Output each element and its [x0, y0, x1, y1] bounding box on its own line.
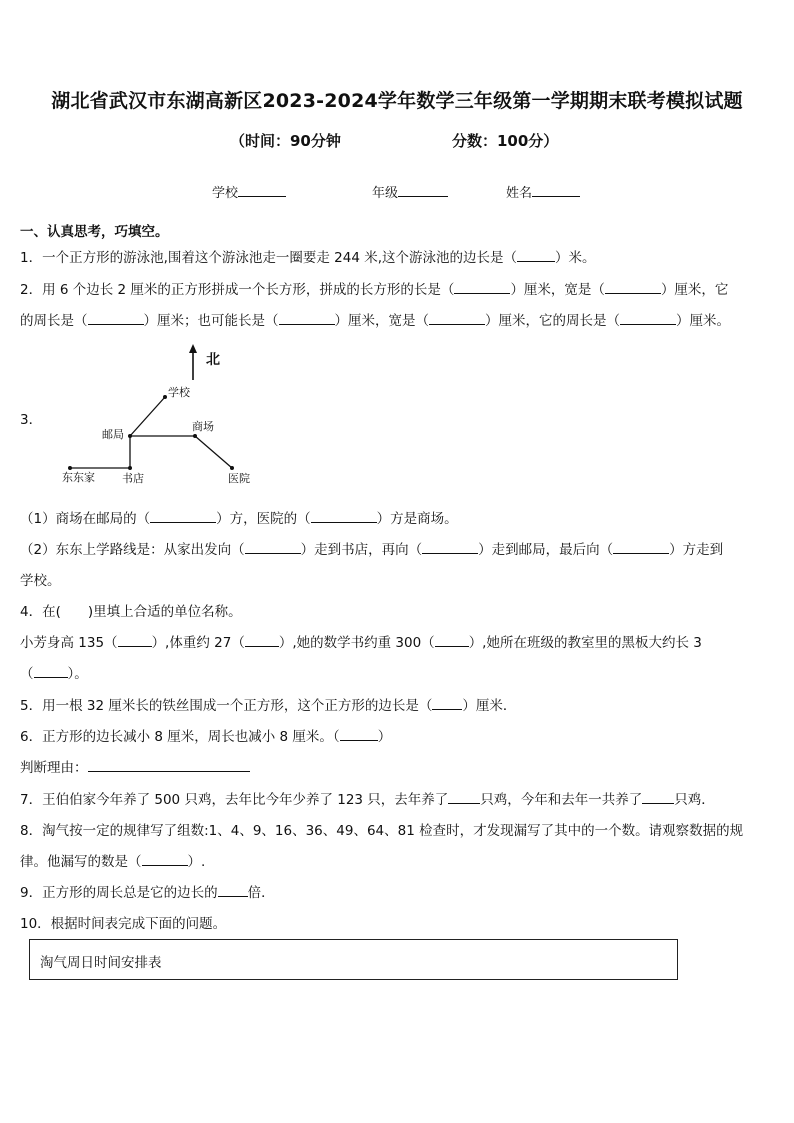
q9-text-end: 倍．	[247, 885, 275, 901]
question-5	[20, 697, 516, 715]
section-heading: 一、认真思考，巧填空。	[20, 224, 169, 240]
q5-text: 5．用一根 32 厘米长的铁丝围成一个正方形，这个正方形的边长是（	[20, 698, 433, 714]
q3-blank-5[interactable]	[613, 541, 669, 554]
route-lines	[70, 436, 232, 468]
question-10-title: 10．根据时间表完成下面的问题。	[20, 916, 227, 932]
q4-text: 小芳身高 135（	[20, 635, 118, 651]
school-field	[212, 182, 286, 201]
post-office-point	[128, 434, 132, 438]
name-blank[interactable]	[532, 184, 580, 197]
school-blank[interactable]	[238, 184, 286, 197]
q7-text-end: 只鸡．	[674, 792, 715, 808]
school-label: 学校	[212, 186, 239, 201]
north-label: 北	[206, 352, 220, 368]
q5-text-end: ）厘米．	[462, 698, 517, 714]
question-9	[20, 884, 275, 902]
question-1	[20, 249, 596, 267]
question-8-line-2	[20, 853, 205, 871]
q3-text: ）走到书店，再向（	[300, 542, 423, 558]
map-label-home: 东东家	[62, 471, 95, 484]
q2-blank-1[interactable]	[454, 281, 510, 294]
q2-blank-5[interactable]	[429, 312, 485, 325]
q8-text: 律。他漏写的数是（	[20, 854, 142, 870]
q9-text: 9．正方形的周长总是它的边长的	[20, 885, 218, 901]
q6-blank[interactable]	[340, 728, 378, 741]
q4-text: ）。	[67, 666, 88, 682]
reason-blank[interactable]	[88, 759, 250, 772]
hospital-point	[230, 466, 234, 470]
question-3-part-1	[20, 510, 458, 528]
exam-title: 湖北省武汉市东湖高新区2023-2024学年数学三年级第一学期期末联考模拟试题	[51, 90, 743, 112]
schedule-table-title: 淘气周日时间安排表	[40, 955, 162, 971]
q4-blank-2[interactable]	[245, 634, 279, 647]
mall-point	[193, 434, 197, 438]
schedule-table	[29, 939, 678, 980]
q4-text: （	[20, 666, 34, 682]
q2-blank-4[interactable]	[279, 312, 335, 325]
question-4-title: 4．在( )里填上合适的单位名称。	[20, 604, 242, 620]
time-limit: （时间：90分钟	[230, 132, 341, 150]
question-3-part-2-cont: 学校。	[20, 573, 61, 589]
q3-blank-1[interactable]	[150, 510, 216, 523]
bookstore-point	[128, 466, 132, 470]
q7-text: 只鸡，今年和去年一共养了	[480, 792, 643, 808]
q3-text: ）方是商场。	[376, 511, 458, 527]
q2-blank-6[interactable]	[620, 312, 676, 325]
q5-blank[interactable]	[432, 697, 462, 710]
q4-blank-4[interactable]	[34, 665, 68, 678]
q7-blank-1[interactable]	[448, 791, 480, 804]
direction-map	[0, 340, 300, 500]
q8-blank[interactable]	[142, 853, 188, 866]
question-3-part-2	[20, 541, 723, 559]
q3-text: ）走到邮局，最后向（	[478, 542, 614, 558]
question-4-line-2	[20, 665, 88, 683]
q3-blank-4[interactable]	[422, 541, 478, 554]
q3-blank-3[interactable]	[245, 541, 301, 554]
q8-text-end: ）.	[187, 854, 206, 870]
q4-blank-3[interactable]	[435, 634, 469, 647]
q7-blank-2[interactable]	[642, 791, 674, 804]
map-label-mall: 商场	[192, 420, 214, 433]
q2-text: 的周长是（	[20, 313, 88, 329]
q2-text: ）厘米，它的周长是（	[485, 313, 620, 329]
q3-number: 3．	[20, 412, 43, 428]
q1-text-end: ）米。	[555, 250, 596, 266]
north-arrow-icon	[189, 344, 197, 353]
grade-label: 年级	[372, 186, 399, 201]
school-point	[163, 395, 167, 399]
map-label-bookstore: 书店	[122, 472, 144, 485]
route-to-school	[130, 397, 165, 436]
q2-text: ）厘米，它	[660, 282, 729, 298]
total-score: 分数：100分）	[452, 132, 559, 150]
q3-text: ）方，医院的（	[216, 511, 311, 527]
q3-text: （2）东东上学路线是：从家出发向（	[20, 542, 245, 558]
q6-text-end: ）	[377, 729, 392, 745]
q1-text: 1．一个正方形的游泳池,围着这个游泳池走一圈要走 244 米,这个游泳池的边长是（	[20, 250, 518, 266]
q2-blank-3[interactable]	[88, 312, 144, 325]
question-8-line-1: 8．淘气按一定的规律写了组数:1、4、9、16、36、49、64、81 检查时，才发现漏写了其中的一个数。请观察数据的规	[20, 823, 744, 839]
grade-field	[372, 182, 448, 201]
question-6-reason	[20, 759, 250, 777]
home-point	[68, 466, 72, 470]
q3-blank-2[interactable]	[311, 510, 377, 523]
question-2-line-2	[20, 312, 730, 330]
q4-text: ）,体重约 27（	[151, 635, 245, 651]
question-6	[20, 728, 391, 746]
q9-blank[interactable]	[218, 884, 248, 897]
name-label: 姓名	[506, 186, 533, 201]
q4-text: ）,她所在班级的教室里的黑板大约长 3	[468, 635, 702, 651]
q3-text: （1）商场在邮局的（	[20, 511, 151, 527]
q2-text: 2．用 6 个边长 2 厘米的正方形拼成一个长方形，拼成的长方形的长是（	[20, 282, 455, 298]
question-2-line-1	[20, 281, 728, 299]
q2-text: ）厘米；也可能长是（	[143, 313, 279, 329]
question-4-line-1	[20, 634, 702, 652]
q4-blank-1[interactable]	[118, 634, 152, 647]
q4-text: ）,她的数学书约重 300（	[278, 635, 435, 651]
q7-text: 7．王伯伯家今年养了 500 只鸡，去年比今年少养了 123 只，去年养了	[20, 792, 449, 808]
reason-label: 判断理由：	[20, 760, 88, 776]
q2-text: ）厘米，宽是（	[510, 282, 605, 298]
q2-text: ）厘米。	[676, 313, 730, 329]
q2-blank-2[interactable]	[605, 281, 661, 294]
grade-blank[interactable]	[398, 184, 448, 197]
q1-blank[interactable]	[517, 249, 555, 262]
map-label-hospital: 医院	[228, 472, 250, 485]
q3-text: ）方走到	[669, 542, 724, 558]
q2-text: ）厘米，宽是（	[334, 313, 429, 329]
map-label-school: 学校	[168, 386, 190, 399]
q6-text: 6．正方形的边长减小 8 厘米，周长也减小 8 厘米。（	[20, 729, 340, 745]
question-7	[20, 791, 715, 809]
name-field	[506, 182, 580, 201]
map-label-post-office: 邮局	[102, 428, 124, 441]
